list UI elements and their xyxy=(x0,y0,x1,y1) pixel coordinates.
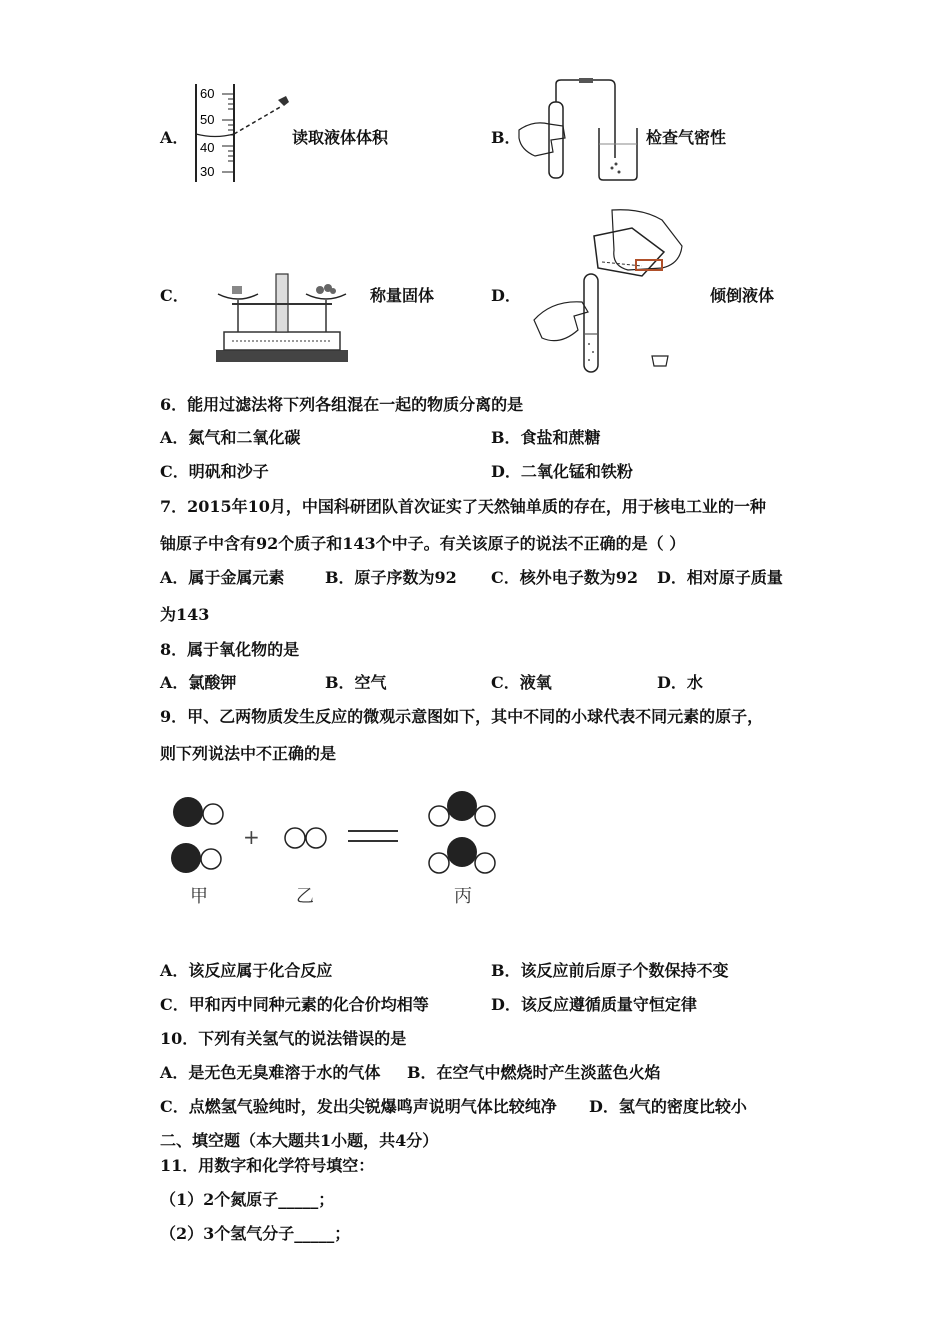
q9-option-b: B．该反应前后原子个数保持不变 xyxy=(491,961,729,980)
molecule-yi xyxy=(285,828,326,848)
q6-option-d: D．二氧化锰和铁粉 xyxy=(491,462,633,481)
q9-option-c: C．甲和丙中同种元素的化合价均相等 xyxy=(160,995,429,1014)
q6-option-c: C．明矾和沙子 xyxy=(160,462,269,481)
label-bing: 丙 xyxy=(454,886,472,907)
plus-sign: + xyxy=(243,825,260,849)
q10-option-c: C．点燃氢气验纯时，发出尖锐爆鸣声说明气体比较纯净 xyxy=(160,1097,557,1116)
q8-stem: 8．属于氧化物的是 xyxy=(160,640,300,659)
q6-stem: 6．能用过滤法将下列各组混在一起的物质分离的是 xyxy=(160,395,524,414)
q7-option-b: B．原子序数为92 xyxy=(325,568,457,587)
molecule-bing-top xyxy=(429,791,495,826)
molecule-bing-bottom xyxy=(429,837,495,873)
q5-option-b-caption: 检查气密性 xyxy=(646,128,727,147)
q5-option-c-letter: C． xyxy=(160,286,189,305)
scale-tick-40: 40 xyxy=(200,140,215,155)
q7-stem-line1: 7．2015年10月，中国科研团队首次证实了天然铀单质的存在，用于核电工业的一种 xyxy=(160,497,766,516)
airtightness-check-figure xyxy=(515,78,645,182)
molecule-jia-bottom xyxy=(171,843,221,873)
q7-option-d: D．相对原子质量 xyxy=(657,568,783,587)
q5-option-a-caption: 读取液体体积 xyxy=(292,128,389,147)
q10-stem: 10．下列有关氢气的说法错误的是 xyxy=(160,1029,407,1048)
q6-option-b: B．食盐和蔗糖 xyxy=(491,428,601,447)
q9-option-d: D．该反应遵循质量守恒定律 xyxy=(491,995,697,1014)
q7-option-d-continued: 为143 xyxy=(160,605,210,624)
q10-option-b: B．在空气中燃烧时产生淡蓝色火焰 xyxy=(407,1063,661,1082)
label-yi: 乙 xyxy=(296,886,314,907)
q6-option-a: A．氮气和二氧化碳 xyxy=(160,428,301,447)
pouring-liquid-figure xyxy=(532,206,692,378)
q8-option-c: C．液氧 xyxy=(491,673,552,692)
q11-part1: （1）2个氮原子_____； xyxy=(160,1190,335,1209)
q8-option-d: D．水 xyxy=(657,673,703,692)
q7-stem-line2: 铀原子中含有92个质子和143个中子。有关该原子的说法不正确的是（ ） xyxy=(160,534,686,553)
q11-stem: 11．用数字和化学符号填空： xyxy=(160,1156,375,1175)
q5-option-d-caption: 倾倒液体 xyxy=(710,286,775,305)
q5-option-d-letter: D． xyxy=(491,286,521,305)
scale-tick-30: 30 xyxy=(200,164,215,179)
molecule-jia-top xyxy=(173,797,223,827)
q9-option-a: A．该反应属于化合反应 xyxy=(160,961,333,980)
scale-tick-50: 50 xyxy=(200,112,215,127)
q8-option-b: B．空气 xyxy=(325,673,387,692)
q9-stem-line2: 则下列说法中不正确的是 xyxy=(160,744,337,763)
reaction-micro-diagram xyxy=(160,788,520,918)
section2-heading: 二、填空题（本大题共1小题，共4分） xyxy=(160,1131,439,1150)
q5-option-b-letter: B． xyxy=(491,128,521,147)
q5-option-c-caption: 称量固体 xyxy=(370,286,435,305)
q11-part2: （2）3个氢气分子_____； xyxy=(160,1224,351,1243)
balance-figure xyxy=(212,270,352,366)
label-jia: 甲 xyxy=(190,886,208,907)
q10-option-a: A．是无色无臭难溶于水的气体 xyxy=(160,1063,381,1082)
q7-option-a: A．属于金属元素 xyxy=(160,568,285,587)
q8-option-a: A．氯酸钾 xyxy=(160,673,237,692)
q9-stem-line1: 9．甲、乙两物质发生反应的微观示意图如下，其中不同的小球代表不同元素的原子， xyxy=(160,707,764,726)
q10-option-d: D．氢气的密度比较小 xyxy=(589,1097,747,1116)
q7-option-c: C．核外电子数为92 xyxy=(491,568,639,587)
scale-tick-60: 60 xyxy=(200,86,215,101)
q5-option-a-letter: A． xyxy=(160,128,189,147)
graduated-cylinder-figure xyxy=(190,82,300,184)
